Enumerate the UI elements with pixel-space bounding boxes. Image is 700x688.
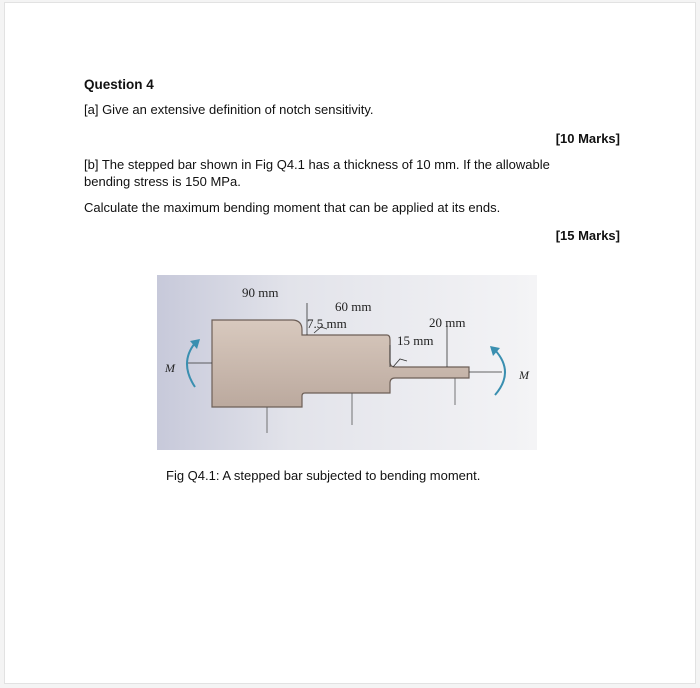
label-15mm: 15 mm: [397, 333, 434, 348]
label-60mm: 60 mm: [335, 299, 372, 314]
label-m-right: M: [519, 368, 529, 382]
stepped-bar-figure: [157, 275, 537, 450]
question-title: Question 4: [84, 77, 154, 92]
calculate-instruction: Calculate the maximum bending moment that can be applied at its ends.: [84, 200, 501, 215]
stepped-bar-diagram: [157, 275, 537, 450]
question-part-b-line2: bending stress is 150 MPa.: [84, 174, 241, 189]
question-part-b-line1: [b] The stepped bar shown in Fig Q4.1 has a thickness of 10 mm. If the allowable: [84, 157, 550, 172]
question-part-a: [a] Give an extensive definition of notch sensitivity.: [84, 102, 374, 117]
label-20mm: 20 mm: [429, 315, 466, 330]
label-7-5mm: 7.5 mm: [307, 316, 347, 331]
marks-part-b: [15 Marks]: [555, 228, 620, 243]
label-m-left: M: [165, 361, 175, 375]
marks-part-a: [10 Marks]: [555, 131, 620, 146]
figure-caption: Fig Q4.1: A stepped bar subjected to bending moment.: [166, 468, 481, 483]
label-90mm: 90 mm: [242, 285, 279, 300]
